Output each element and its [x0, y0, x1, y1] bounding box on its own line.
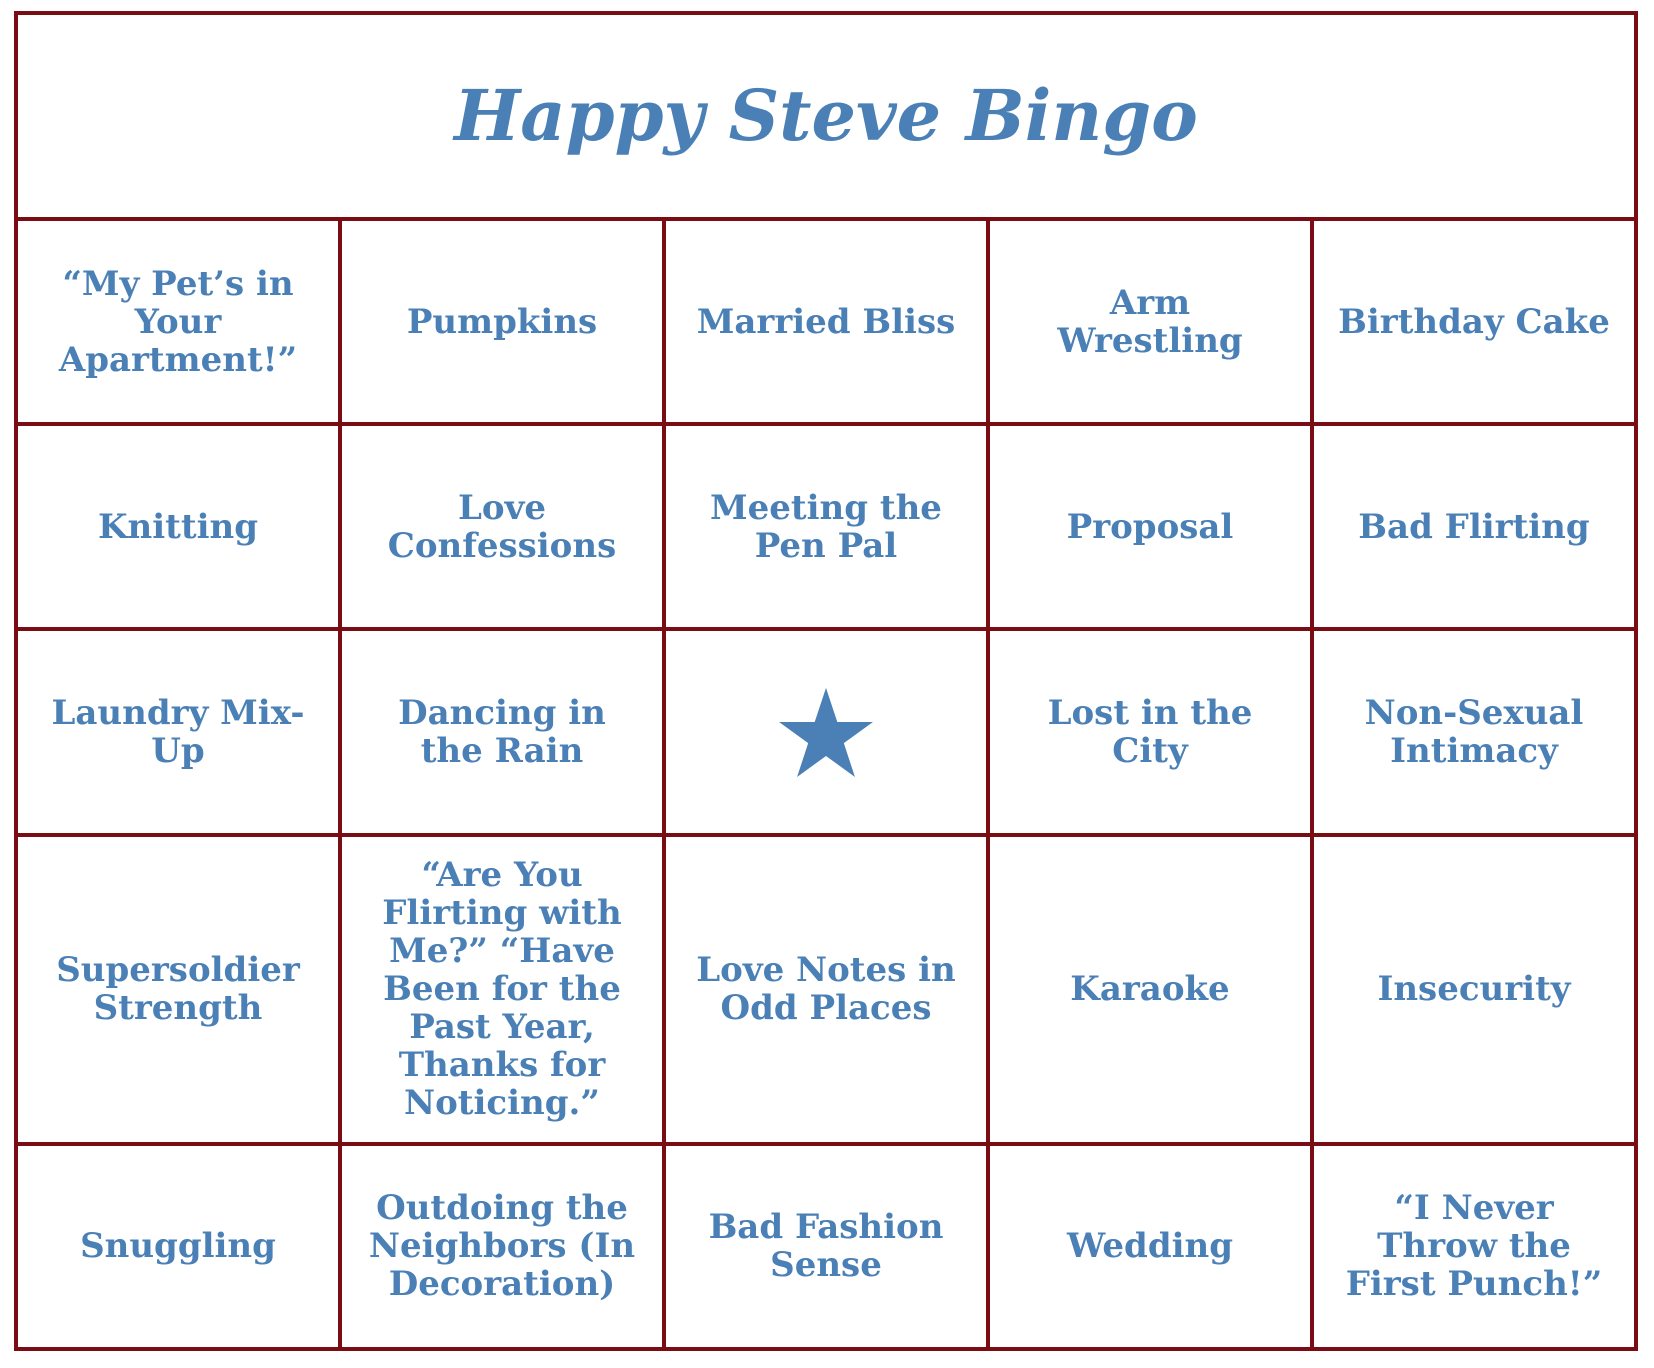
bingo-square[interactable]: Outdoing the Neighbors (In Decoration) [340, 1144, 664, 1349]
bingo-square[interactable]: Pumpkins [340, 219, 664, 424]
free-space-square[interactable] [664, 629, 988, 834]
bingo-square[interactable]: Proposal [988, 424, 1312, 629]
bingo-square[interactable]: Love Notes in Odd Places [664, 835, 988, 1144]
bingo-square[interactable]: Non-Sexual Intimacy [1312, 629, 1636, 834]
bingo-square[interactable]: “I Never Throw the First Punch!” [1312, 1144, 1636, 1349]
star-icon [778, 686, 874, 778]
bingo-square[interactable]: Love Confessions [340, 424, 664, 629]
bingo-square[interactable]: Laundry Mix-Up [16, 629, 340, 834]
bingo-square[interactable]: Dancing in the Rain [340, 629, 664, 834]
bingo-square[interactable]: Bad Flirting [1312, 424, 1636, 629]
bingo-square[interactable]: Karaoke [988, 835, 1312, 1144]
bingo-square[interactable]: “Are You Flirting with Me?” “Have Been for the Past Year, Thanks for Noticing.” [340, 835, 664, 1144]
bingo-square[interactable]: Birthday Cake [1312, 219, 1636, 424]
bingo-square[interactable]: Arm Wrestling [988, 219, 1312, 424]
bingo-square[interactable]: Insecurity [1312, 835, 1636, 1144]
bingo-square[interactable]: Knitting [16, 424, 340, 629]
star-shape [779, 688, 873, 777]
bingo-square[interactable]: Lost in the City [988, 629, 1312, 834]
bingo-square[interactable]: Wedding [988, 1144, 1312, 1349]
bingo-square[interactable]: “My Pet’s in Your Apartment!” [16, 219, 340, 424]
bingo-row [16, 835, 1636, 1144]
bingo-row [16, 219, 1636, 424]
bingo-square[interactable]: Snuggling [16, 1144, 340, 1349]
bingo-square[interactable]: Supersoldier Strength [16, 835, 340, 1144]
bingo-square[interactable]: Bad Fashion Sense [664, 1144, 988, 1349]
bingo-row [16, 629, 1636, 834]
bingo-square[interactable]: Married Bliss [664, 219, 988, 424]
bingo-row [16, 424, 1636, 629]
card-title: Happy Steve Bingo [16, 13, 1636, 219]
bingo-square[interactable]: Meeting the Pen Pal [664, 424, 988, 629]
bingo-row [16, 1144, 1636, 1349]
bingo-card [14, 11, 1638, 1351]
